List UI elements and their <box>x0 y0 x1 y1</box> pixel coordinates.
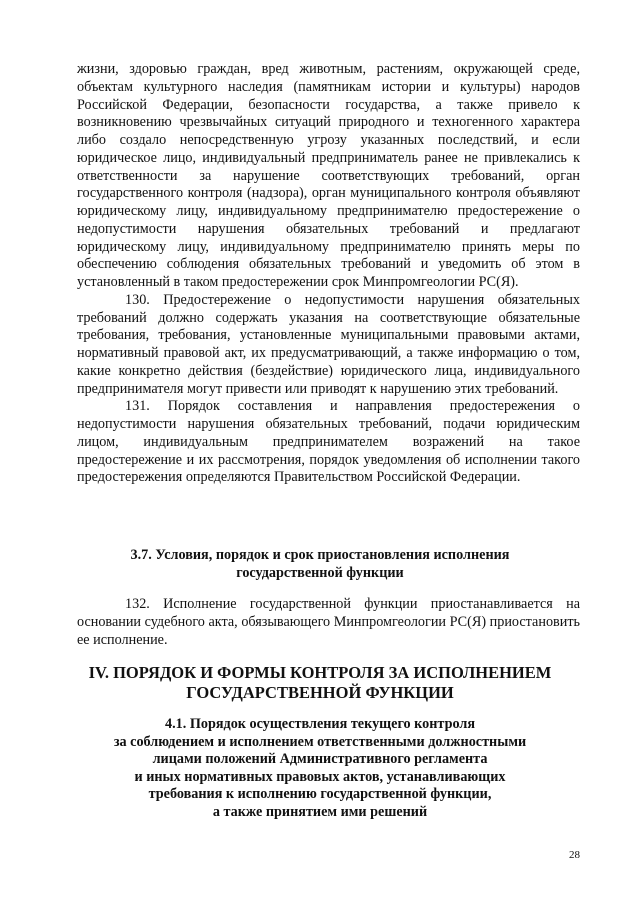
paragraph-130: 130. Предостережение о недопустимости нарушения обязательных требований должно содержать указания на соответствующие обязательные требования, требования, установленные муниципальными правовыми актами, нормативный правовой акт, их предусматривающий, а также информацию о том, какие конкретно действия (бездействие) юридического лица, индивидуального предпринимателя могут привести или приводят к нарушению этих требований. <box>77 291 580 397</box>
section-heading-3-7 <box>60 547 580 582</box>
heading-line: государственной функции <box>236 564 404 581</box>
chapter-heading-iv <box>60 663 580 703</box>
heading-line: и иных нормативных правовых актов, устанавливающих <box>134 768 506 785</box>
body-text-upper <box>77 61 580 487</box>
heading-line: а также принятием ими решений <box>212 803 428 820</box>
paragraph-131: 131. Порядок составления и направления предостережения о недопустимости нарушения обязательных требований, подачи юридическим лицом, индивидуальным предпринимателем возражений на такое предостережение и их рассмотрения, порядок уведомления об исполнении такого предостережения определяются Правительством Российской Федерации. <box>77 398 580 486</box>
paragraph-continuation: жизни, здоровью граждан, вред животным, растениям, окружающей среде, объектам культурного наследия (памятникам истории и культуры) народов Российской Федерации, безопасности государства, а также привело к возникновению чрезвычайных ситуаций природного и техногенного характера либо создало непосредственную угрозу указанных последствий, и если юридическое лицо, индивидуальный предприниматель ранее не привлекались к ответственности за нарушение соответствующих требований, орган государственного контроля (надзора), орган муниципального контроля объявляют юридическому лицу, индивидуальному предпринимателю предостережение о недопустимости нарушения обязательных требований и предлагают юридическому лицу, индивидуальному предпринимателю принять меры по обеспечению соблюдения обязательных требований и уведомить об этом в установленный в таком предостережении срок Минпромгеологии РС(Я). <box>77 61 580 290</box>
heading-line: лицами положений Административного регламента <box>152 751 488 767</box>
page-number: 28 <box>569 849 580 861</box>
section-heading-4-1 <box>60 716 580 821</box>
heading-line: ГОСУДАРСТВЕННОЙ ФУНКЦИИ <box>186 683 454 702</box>
heading-line: 4.1. Порядок осуществления текущего контроля <box>165 716 475 732</box>
heading-line: 3.7. Условия, порядок и срок приостановления исполнения <box>130 547 510 563</box>
paragraph-132: 132. Исполнение государственной функции приостанавливается на основании судебного акта, обязывающего Минпромгеологии РС(Я) приостановить ее исполнение. <box>77 596 580 648</box>
heading-line: IV. ПОРЯДОК И ФОРМЫ КОНТРОЛЯ ЗА ИСПОЛНЕНИЕМ <box>88 663 552 682</box>
heading-line: за соблюдением и исполнением ответственными должностными <box>113 733 527 750</box>
body-text-lower <box>77 596 580 649</box>
heading-line: требования к исполнению государственной функции, <box>148 786 492 802</box>
